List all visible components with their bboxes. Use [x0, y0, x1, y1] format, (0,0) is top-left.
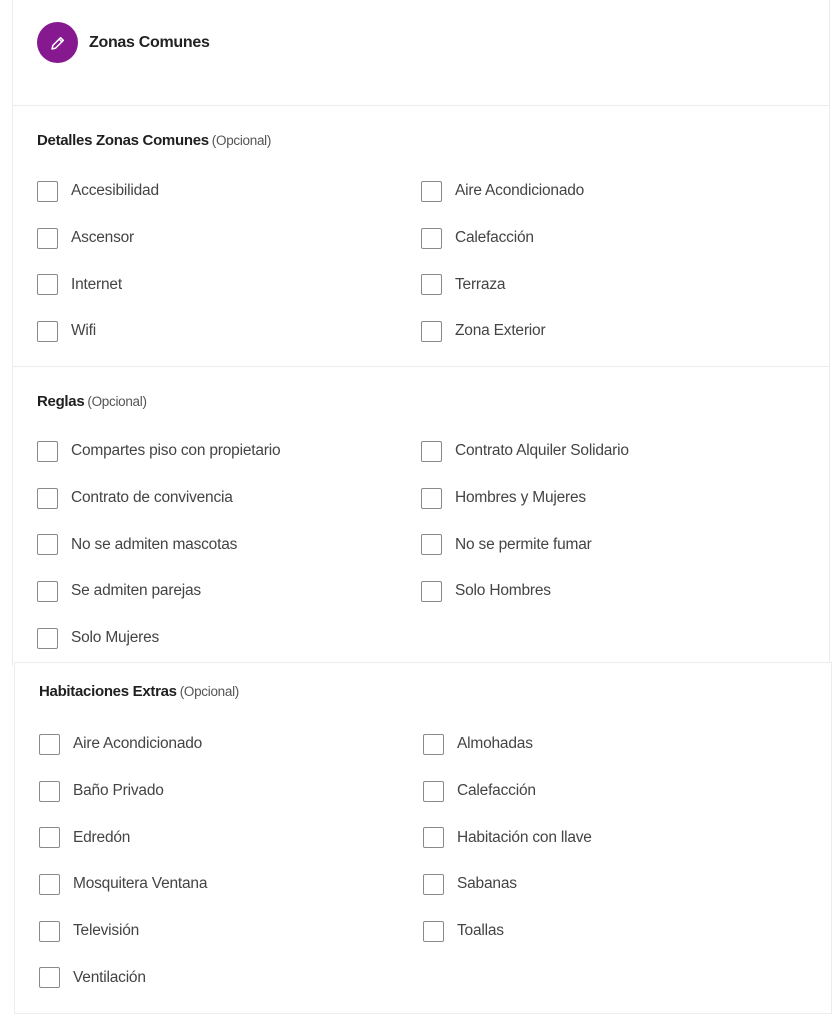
rooms-options-grid [39, 721, 819, 1001]
checkbox[interactable] [37, 274, 58, 295]
checkbox[interactable] [421, 181, 442, 202]
checkbox-label: Edredón [73, 828, 131, 846]
extra-rooms-section [14, 662, 832, 1014]
checkbox[interactable] [37, 628, 58, 649]
checkbox-label: Baño Privado [73, 782, 164, 800]
details-title: Detalles Zonas Comunes [37, 132, 209, 149]
details-options-grid [37, 168, 817, 355]
checkbox[interactable] [423, 734, 444, 755]
checkbox-option[interactable] [423, 721, 807, 768]
checkbox-option[interactable] [37, 568, 421, 615]
checkbox[interactable] [37, 181, 58, 202]
checkbox-option[interactable] [39, 814, 423, 861]
rooms-title: Habitaciones Extras [39, 683, 177, 700]
checkbox-label: Internet [71, 275, 122, 293]
checkbox-option[interactable] [421, 521, 805, 568]
checkbox-label: Habitación con llave [457, 828, 592, 846]
checkbox[interactable] [37, 488, 58, 509]
checkbox-label: Almohadas [457, 735, 533, 753]
checkbox-label: Solo Hombres [455, 582, 551, 600]
checkbox-label: Ventilación [73, 968, 146, 986]
rooms-section-title [39, 683, 239, 700]
checkbox-option[interactable] [37, 261, 421, 308]
checkbox-option[interactable] [37, 168, 421, 215]
checkbox[interactable] [39, 967, 60, 988]
checkbox-label: No se admiten mascotas [71, 535, 238, 553]
checkbox[interactable] [421, 441, 442, 462]
checkbox-option[interactable] [37, 521, 421, 568]
checkbox[interactable] [39, 874, 60, 895]
rules-options-grid [37, 428, 817, 661]
checkbox-option[interactable] [39, 908, 423, 955]
rules-title: Reglas [37, 393, 85, 410]
checkbox[interactable] [421, 228, 442, 249]
checkbox-option[interactable] [421, 568, 805, 615]
checkbox-option[interactable] [423, 861, 807, 908]
checkbox-option[interactable] [423, 908, 807, 955]
checkbox[interactable] [37, 441, 58, 462]
checkbox[interactable] [421, 321, 442, 342]
checkbox-option[interactable] [421, 215, 805, 262]
checkbox[interactable] [421, 488, 442, 509]
checkbox-option[interactable] [421, 168, 805, 215]
checkbox-label: Contrato de convivencia [71, 489, 233, 507]
checkbox[interactable] [37, 321, 58, 342]
rules-optional-label: (Opcional) [87, 394, 147, 409]
rules-section-title [37, 393, 147, 410]
checkbox[interactable] [37, 581, 58, 602]
checkbox[interactable] [37, 534, 58, 555]
checkbox-label: Mosquitera Ventana [73, 875, 208, 893]
checkbox-option[interactable] [423, 768, 807, 815]
checkbox-label: Aire Acondicionado [73, 735, 203, 753]
checkbox[interactable] [423, 874, 444, 895]
checkbox-label: Toallas [457, 922, 504, 940]
checkbox-option[interactable] [37, 428, 421, 475]
checkbox[interactable] [423, 921, 444, 942]
checkbox-label: Sabanas [457, 875, 517, 893]
checkbox-label: Compartes piso con propietario [71, 442, 281, 460]
checkbox[interactable] [39, 827, 60, 848]
checkbox-option[interactable] [421, 428, 805, 475]
checkbox[interactable] [421, 274, 442, 295]
checkbox[interactable] [421, 581, 442, 602]
checkbox[interactable] [423, 827, 444, 848]
checkbox-option[interactable] [423, 814, 807, 861]
checkbox-label: Solo Mujeres [71, 629, 160, 647]
pencil-icon [49, 34, 67, 52]
details-section [12, 105, 830, 367]
checkbox[interactable] [39, 734, 60, 755]
header-row [37, 22, 210, 63]
checkbox-label: Ascensor [71, 229, 135, 247]
checkbox-label: Aire Acondicionado [455, 182, 585, 200]
checkbox-label: Televisión [73, 922, 140, 940]
checkbox-label: Calefacción [457, 782, 536, 800]
edit-button[interactable] [37, 22, 78, 63]
checkbox-label: No se permite fumar [455, 535, 592, 553]
checkbox[interactable] [39, 921, 60, 942]
page-title: Zonas Comunes [89, 33, 210, 51]
checkbox-option[interactable] [421, 261, 805, 308]
checkbox-label: Hombres y Mujeres [455, 489, 586, 507]
checkbox-option[interactable] [37, 308, 421, 355]
checkbox-label: Accesibilidad [71, 182, 159, 200]
checkbox-option[interactable] [39, 954, 423, 1001]
rooms-optional-label: (Opcional) [179, 684, 239, 699]
header-card [12, 0, 830, 106]
checkbox-option[interactable] [37, 215, 421, 262]
details-section-title [37, 132, 271, 149]
checkbox[interactable] [423, 781, 444, 802]
checkbox-option[interactable] [39, 721, 423, 768]
checkbox[interactable] [39, 781, 60, 802]
checkbox-option[interactable] [421, 475, 805, 522]
checkbox-label: Contrato Alquiler Solidario [455, 442, 629, 460]
checkbox-option[interactable] [37, 475, 421, 522]
checkbox-option[interactable] [39, 768, 423, 815]
checkbox-label: Se admiten parejas [71, 582, 201, 600]
checkbox-option[interactable] [39, 861, 423, 908]
checkbox-label: Calefacción [455, 229, 534, 247]
checkbox-option[interactable] [421, 308, 805, 355]
checkbox-label: Zona Exterior [455, 322, 546, 340]
checkbox[interactable] [37, 228, 58, 249]
details-optional-label: (Opcional) [211, 133, 272, 148]
rules-section [12, 366, 830, 666]
checkbox-label: Wifi [71, 322, 97, 340]
checkbox[interactable] [421, 534, 442, 555]
checkbox-label: Terraza [455, 275, 506, 293]
checkbox-option[interactable] [37, 615, 421, 662]
